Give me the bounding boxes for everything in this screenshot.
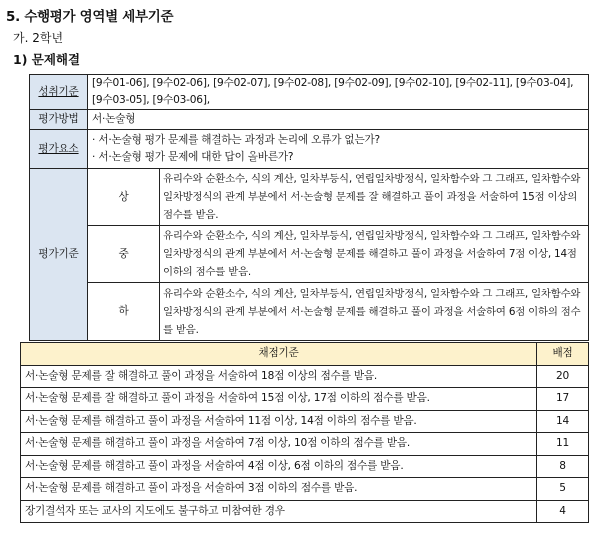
scoring-row-text: 서·논술형 문제를 해결하고 풀이 과정을 서술하여 11점 이상, 14점 이하의 점수를 받음. bbox=[21, 410, 537, 433]
table-row bbox=[21, 365, 589, 388]
criteria-text-high: 유리수와 순환소수, 식의 계산, 일차부등식, 연립일차방정식, 일차함수와 그 그래프, 일차함수와 일차방정식의 관계 부분에서 서·논술형 문제를 잘 해결하고 풀이 과정을 서술하여 15점 이상의 점수를 받음. bbox=[160, 169, 589, 226]
scoring-header-criteria: 채점기준 bbox=[21, 343, 537, 366]
element-item: · 서·논술형 평가 문제를 해결하는 과정과 논리에 오류가 없는가? bbox=[92, 134, 380, 146]
criteria-label: 평가기준 bbox=[30, 169, 88, 341]
scoring-row-text: 서·논술형 문제를 잘 해결하고 풀이 과정을 서술하여 18점 이상의 점수를 받음. bbox=[21, 365, 537, 388]
table-row bbox=[21, 478, 589, 501]
scoring-table bbox=[20, 342, 589, 523]
scoring-row-score: 4 bbox=[537, 500, 589, 523]
criteria-text-low: 유리수와 순환소수, 식의 계산, 일차부등식, 연립일차방정식, 일차함수와 그 그래프, 일차함수와 일차방정식의 관계 부분에서 서·논술형 문제를 해결하고 풀이 과정을 서술하여 6점 이하의 점수를 받음. bbox=[160, 283, 589, 341]
table-row bbox=[21, 433, 589, 456]
scoring-row-text: 서·논술형 문제를 해결하고 풀이 과정을 서술하여 4점 이상, 6점 이하의 점수를 받음. bbox=[21, 455, 537, 478]
elements-cell bbox=[88, 130, 589, 169]
element-item: · 서·논술형 평가 문제에 대한 답이 올바른가? bbox=[92, 151, 294, 163]
evaluation-table bbox=[29, 74, 589, 341]
method-text: 서·논술형 bbox=[88, 110, 589, 130]
elements-label: 평가요소 bbox=[30, 130, 88, 169]
scoring-row-score: 14 bbox=[537, 410, 589, 433]
achievement-text: [9수01-06], [9수02-06], [9수02-07], [9수02-08], [9수02-09], [9수02-10], [9수02-11], [9수03-04], [9수03-05], [9수03-06], bbox=[88, 75, 589, 110]
scoring-row-score: 11 bbox=[537, 433, 589, 456]
achievement-label: 성취기준 bbox=[30, 75, 88, 110]
grade-line: 가. 2학년 bbox=[13, 31, 64, 45]
section-title: 5. 수행평가 영역별 세부기준 bbox=[6, 9, 174, 25]
table-row bbox=[21, 410, 589, 433]
scoring-row-score: 5 bbox=[537, 478, 589, 501]
scoring-row-text: 서·논술형 문제를 해결하고 풀이 과정을 서술하여 7점 이상, 10점 이하의 점수를 받음. bbox=[21, 433, 537, 456]
table-row bbox=[21, 388, 589, 411]
scoring-row-text: 서·논술형 문제를 해결하고 풀이 과정을 서술하여 3점 이하의 점수를 받음. bbox=[21, 478, 537, 501]
scoring-row-score: 20 bbox=[537, 365, 589, 388]
criteria-text-mid: 유리수와 순환소수, 식의 계산, 일차부등식, 연립일차방정식, 일차함수와 그 그래프, 일차함수와 일차방정식의 관계 부분에서 서·논술형 문제를 해결하고 풀이 과정을 서술하여 7점 이상, 14점 이하의 점수를 받음. bbox=[160, 226, 589, 283]
criteria-level-low: 하 bbox=[88, 283, 160, 341]
criteria-level-mid: 중 bbox=[88, 226, 160, 283]
criteria-level-high: 상 bbox=[88, 169, 160, 226]
table-row bbox=[21, 455, 589, 478]
scoring-row-text: 서·논술형 문제를 잘 해결하고 풀이 과정을 서술하여 15점 이상, 17점 이하의 점수를 받음. bbox=[21, 388, 537, 411]
scoring-row-score: 17 bbox=[537, 388, 589, 411]
method-label: 평가방법 bbox=[30, 110, 88, 130]
scoring-row-score: 8 bbox=[537, 455, 589, 478]
table-row bbox=[21, 500, 589, 523]
subsection-title: 1) 문제해결 bbox=[13, 52, 81, 67]
scoring-row-text: 장기결석자 또는 교사의 지도에도 불구하고 미참여한 경우 bbox=[21, 500, 537, 523]
scoring-header-score: 배점 bbox=[537, 343, 589, 366]
